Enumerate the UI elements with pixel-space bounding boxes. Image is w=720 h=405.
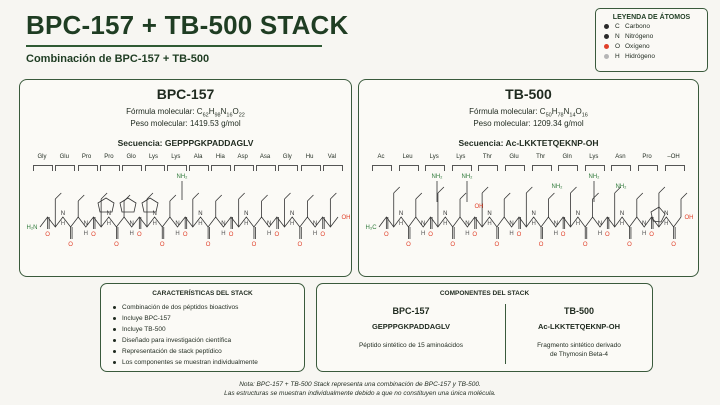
residue-label: Gly	[37, 154, 47, 160]
oxygen-atom: O	[516, 232, 522, 238]
hydrogen-atom: H	[60, 221, 66, 227]
lysine-amine: NH₂	[431, 174, 443, 180]
residue-label: Lys	[589, 154, 599, 160]
tb-sequence: Secuencia: Ac-LKKTETQEKNP-OH	[458, 138, 599, 148]
hydrogen-atom: H	[575, 221, 581, 227]
hydrogen-atom: H	[664, 221, 669, 227]
lysine-amine: NH₂	[461, 174, 473, 180]
legend-item	[604, 21, 707, 31]
nitrogen-atom: N	[597, 221, 603, 227]
oxygen-atom: O	[91, 232, 96, 238]
nitrogen-atom: N	[175, 221, 180, 227]
oxygen-atom: O	[627, 242, 632, 248]
residue-label: Lys	[171, 154, 181, 160]
component-bpc-sequence: GEPPPGKPADDAGLV	[371, 322, 451, 331]
hydrogen-atom: H	[619, 221, 625, 227]
residue-label: Pro	[104, 154, 114, 160]
proline-ring	[98, 198, 114, 212]
bullet-icon	[113, 350, 116, 353]
residue-label: Glu	[59, 154, 69, 160]
residue-label: Asn	[615, 154, 626, 160]
hydrogen-atom: H	[487, 221, 492, 227]
nitrogen-atom: N	[289, 211, 295, 217]
feature-item: Diseñado para investigación científica	[113, 337, 231, 344]
oxygen-atom: O	[68, 242, 73, 248]
residue-label: Asa	[259, 154, 271, 160]
oxygen-atom: O	[136, 232, 142, 238]
nitrogen-atom: N	[106, 211, 111, 217]
residue-label: Hia	[215, 154, 225, 160]
side-chain-bond	[681, 193, 687, 199]
feature-item: Los componentes se muestran individualmente	[113, 359, 258, 366]
residue-label: Lys	[148, 154, 159, 160]
oxygen-atom: O	[472, 232, 478, 238]
oxygen-atom: O	[494, 242, 500, 248]
oxygen-atom: O	[406, 242, 411, 248]
residue-label: Lys	[429, 154, 439, 160]
legend-title: LEYENDA DE ÁTOMOS	[612, 14, 691, 21]
components-title: COMPONENTES DEL STACK	[439, 290, 530, 297]
side-chain-bond	[262, 195, 268, 201]
side-chain-bond	[438, 187, 444, 193]
legend-label: Nitrógeno	[625, 32, 654, 40]
side-chain-bond	[55, 193, 61, 199]
hydrogen-atom: H	[398, 221, 404, 227]
side-chain-bond	[285, 193, 291, 199]
side-chain-bond	[571, 187, 577, 193]
tb-formula: Fórmula molecular: $C_{50}H_{78}N_{14}O_{16}$	[469, 107, 588, 119]
tb-weight: Peso molecular: 1209.34 g/mol	[473, 119, 584, 128]
hydrogen-atom: H	[106, 221, 111, 227]
side-chain-bond	[307, 195, 313, 201]
bpc-sequence: Secuencia: GEPPPGKPADDAGLV	[117, 138, 254, 148]
nitrogen-atom: N	[152, 211, 157, 217]
hydrogen-atom: H	[198, 221, 203, 227]
residue-label: Ac	[377, 154, 385, 160]
bpc-structure	[20, 170, 351, 270]
atom-dot-icon	[604, 44, 609, 49]
nitrogen-atom: N	[198, 211, 203, 217]
residue-label: Asp	[237, 154, 248, 160]
features-title: CARACTERÍSTICAS DEL STACK	[152, 290, 253, 297]
residue-label: Glu	[509, 154, 519, 160]
hydrogen-atom: H	[597, 231, 603, 237]
hydrogen-atom: H	[641, 231, 647, 237]
oxygen-atom: O	[45, 232, 50, 238]
nitrogen-atom: N	[664, 211, 669, 217]
legend-symbol: H	[615, 52, 620, 60]
terminal-group: H₃C	[365, 225, 377, 231]
legend-label: Oxígeno	[625, 42, 650, 50]
side-chain-bond	[548, 193, 554, 199]
legend-item	[604, 31, 707, 41]
atom-dot-icon	[604, 24, 609, 29]
nitrogen-atom: N	[244, 211, 249, 217]
atom-dot-icon	[604, 34, 609, 39]
nitrogen-atom: N	[619, 211, 625, 217]
hydroxyl-group: OH	[474, 204, 484, 210]
component-tb-sequence: Ac-LKKTETQEKNP-OH	[537, 322, 621, 331]
nitrogen-atom: N	[129, 221, 134, 227]
side-chain-bond	[78, 195, 84, 201]
side-chain-bond	[193, 193, 199, 199]
residue-label: Thr	[482, 154, 492, 160]
hydrogen-atom: H	[443, 221, 448, 227]
hydrogen-atom: H	[221, 231, 226, 237]
oxygen-atom: O	[274, 232, 280, 238]
nitrogen-atom: N	[221, 221, 226, 227]
oxygen-atom: O	[560, 232, 566, 238]
residue-label: Hu	[305, 154, 314, 160]
bullet-icon	[113, 317, 116, 320]
page-subtitle: Combinación de BPC-157 + TB-500	[26, 53, 210, 65]
hydrogen-atom: H	[509, 231, 514, 237]
bullet-icon	[113, 306, 116, 309]
legend-symbol: C	[615, 22, 620, 30]
residue-label: Val	[327, 154, 336, 160]
hydrogen-atom: H	[421, 231, 426, 237]
terminal-hydroxyl: OH	[341, 215, 351, 221]
lysine-amine: NH₂	[588, 174, 600, 180]
oxygen-atom: O	[649, 232, 654, 238]
bullet-icon	[113, 328, 116, 331]
side-chain-bond	[170, 195, 176, 201]
hydrogen-atom: H	[83, 231, 89, 237]
residue-label: Ala	[193, 154, 203, 160]
nitrogen-atom: N	[575, 211, 581, 217]
residue-label: Leu	[402, 154, 413, 160]
side-chain-bond	[504, 193, 510, 199]
side-chain-bond	[637, 193, 643, 199]
component-tb-name: TB-500	[563, 306, 594, 316]
amide-amine: NH₂	[615, 184, 627, 190]
components-box	[316, 283, 653, 372]
hydrogen-atom: H	[553, 231, 558, 237]
hydrogen-atom: H	[244, 221, 249, 227]
bpc-weight: Peso molecular: 1419.53 g/mol	[130, 119, 241, 128]
bpc-name: BPC-157	[156, 86, 215, 102]
oxygen-atom: O	[159, 242, 165, 248]
proline-ring	[120, 198, 136, 212]
feature-item: Incluye TB-500	[113, 326, 166, 333]
component-tb-desc: Fragmento sintético derivado de Thymosin Beta-4	[537, 342, 621, 358]
legend-symbol: N	[615, 32, 620, 40]
oxygen-atom: O	[205, 242, 211, 248]
side-chain-bond	[593, 193, 599, 199]
oxygen-atom: O	[114, 242, 119, 248]
proline-ring	[142, 198, 158, 212]
bpc-formula: Fórmula molecular: $C_{62}H_{98}N_{16}O_{22}$	[126, 107, 245, 119]
side-chain-bond	[460, 193, 466, 199]
nitrogen-atom: N	[641, 221, 647, 227]
oxygen-atom: O	[251, 242, 257, 248]
terminal-hydroxyl: OH	[684, 215, 694, 221]
feature-item: Incluye BPC-157	[113, 315, 171, 322]
tb-structure	[359, 170, 698, 270]
residue-label: Gly	[282, 154, 292, 160]
lysine-amine: NH₂	[176, 174, 188, 180]
residue-label: Pro	[81, 154, 92, 160]
proline-ring	[651, 207, 665, 222]
legend-label: Hidrógeno	[625, 52, 655, 60]
oxygen-atom: O	[671, 242, 676, 248]
oxygen-atom: O	[428, 232, 433, 238]
nitrogen-atom: N	[312, 221, 318, 227]
hydrogen-atom: H	[465, 231, 470, 237]
bullet-icon	[113, 339, 116, 342]
oxygen-atom: O	[182, 232, 188, 238]
side-chain-bond	[330, 193, 336, 199]
oxygen-atom: O	[605, 232, 610, 238]
hydrogen-atom: H	[175, 231, 180, 237]
component-bpc-name: BPC-157	[392, 306, 430, 316]
oxygen-atom: O	[320, 232, 326, 238]
component-tb	[506, 306, 652, 359]
oxygen-atom: O	[450, 242, 455, 248]
oxygen-atom: O	[384, 232, 389, 238]
legend-item	[604, 41, 707, 51]
nitrogen-atom: N	[509, 221, 514, 227]
bpc-panel	[19, 79, 352, 277]
side-chain-bond	[239, 193, 245, 199]
oxygen-atom: O	[582, 242, 588, 248]
legend-symbol: O	[615, 42, 621, 50]
side-chain-bond	[216, 195, 222, 201]
nitrogen-atom: N	[398, 211, 404, 217]
title-underline	[26, 45, 322, 47]
nitrogen-atom: N	[531, 211, 536, 217]
residue-label: –OH	[667, 154, 680, 160]
side-chain-bond	[482, 187, 488, 193]
nitrogen-atom: N	[465, 221, 470, 227]
oxygen-atom: O	[297, 242, 303, 248]
nitrogen-atom: N	[553, 221, 558, 227]
residue-label: Thr	[536, 154, 546, 160]
nitrogen-atom: N	[267, 221, 272, 227]
side-chain-bond	[659, 187, 665, 193]
hydrogen-atom: H	[289, 221, 295, 227]
atom-legend	[595, 8, 708, 72]
residue-label: Glo	[126, 154, 136, 160]
component-bpc-desc: Péptido sintético de 15 aminoácidos	[358, 342, 464, 349]
oxygen-atom: O	[538, 242, 544, 248]
legend-label: Carbono	[625, 22, 650, 30]
footnote: Nota: BPC-157 + TB-500 Stack representa una combinación de BPC-157 y TB-500. Las estructuras se muestran individualmente debido a que no constituyen una única molécula.	[224, 381, 496, 397]
nitrogen-atom: N	[487, 211, 492, 217]
bullet-icon	[113, 361, 116, 364]
hydrogen-atom: H	[129, 231, 134, 237]
residue-label: Gln	[562, 154, 572, 160]
side-chain-bond	[416, 193, 422, 199]
hydrogen-atom: H	[267, 231, 272, 237]
nitrogen-atom: N	[60, 211, 66, 217]
tb-name: TB-500	[505, 86, 552, 102]
features-box	[100, 283, 305, 372]
nitrogen-atom: N	[443, 211, 448, 217]
tb-panel	[358, 79, 699, 277]
side-chain-bond	[394, 187, 400, 193]
amide-amine: NH₂	[551, 184, 563, 190]
nitrogen-atom: N	[83, 221, 89, 227]
page-title: BPC-157 + TB-500 STACK	[26, 10, 349, 40]
residue-label: Pro	[642, 154, 652, 160]
legend-item	[604, 51, 707, 61]
hydrogen-atom: H	[531, 221, 536, 227]
side-chain-bond	[526, 187, 532, 193]
oxygen-atom: O	[228, 232, 234, 238]
atom-dot-icon	[604, 54, 609, 59]
residue-label: Lys	[456, 154, 466, 160]
hydrogen-atom: H	[152, 221, 157, 227]
hydrogen-atom: H	[312, 231, 318, 237]
terminal-group: H₂N	[26, 225, 38, 231]
feature-item: Representación de stack peptídico	[113, 348, 222, 355]
component-bpc	[317, 306, 505, 350]
nitrogen-atom: N	[421, 221, 426, 227]
feature-item: Combinación de dos péptidos bioactivos	[113, 304, 238, 311]
